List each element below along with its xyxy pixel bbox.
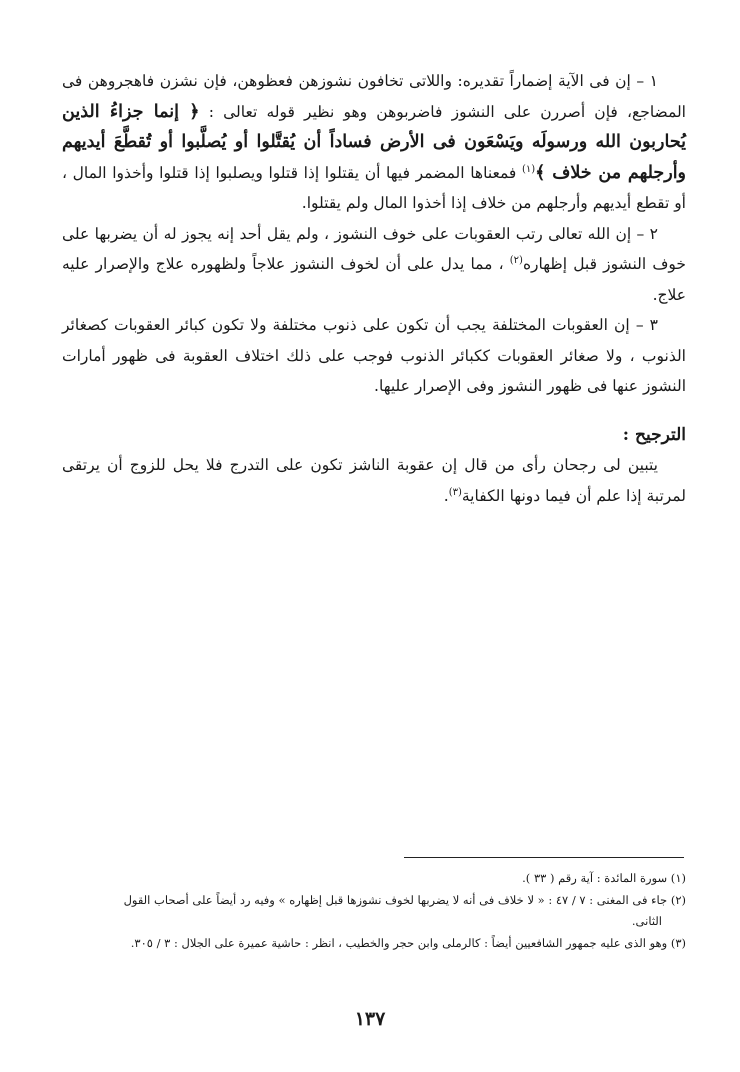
paragraph-4 xyxy=(62,450,686,511)
page-number: ١٣٧ xyxy=(354,1008,386,1030)
footnote-1: (١) سورة المائدة : آية رقم ( ٣٣ ). xyxy=(522,871,686,885)
section-heading: الترجيح : xyxy=(622,424,686,445)
paragraph-2-b: ، مما يدل على أن لخوف النشوز علاجاً ولظهوره علاج والإصرار عليه علاج. xyxy=(62,255,686,304)
footnote-ref-3: (٣) xyxy=(448,486,462,498)
footnote-3: (٣) وهو الذى عليه جمهور الشافعيين أيضاً : كالرملى وابن حجر والخطيب ، انظر : حاشية عميرة على الجلال : ٣ / ٣٠٥. xyxy=(130,935,686,950)
paragraph-1 xyxy=(62,66,686,219)
paragraph-4-text: يتبين لى رجحان رأى من قال إن عقوبة الناشز تكون على التدرج فلا يحل للزوج أن يرتقى لمرتبة إذا علم أن فيما دونها الكفاية xyxy=(62,456,686,505)
paragraph-2 xyxy=(62,219,686,311)
footnotes xyxy=(62,868,686,954)
footnote-2: (٢) جاء فى المغنى : ٧ / ٤٧ : « لا خلاف فى أنه لا يضربها لخوف نشوزها قبل إظهاره » وفيه رد أيضاً على أصحاب القول xyxy=(123,892,686,907)
footnote-ref-1: (١) xyxy=(521,163,536,175)
quran-verse: ﴿ إنما جزاءُ الذين يُحاربون الله ورسولَه ويَسْعَون فى الأرض فساداً أن يُقتَّلوا أو يُصلَّبوا أو تُقطَّعَ أيديهم وأرجلهم من خلاف ﴾ xyxy=(62,101,687,183)
paragraph-3: ٣ – إن العقوبات المختلفة يجب أن تكون على ذنوب مختلفة ولا تكون كبائر العقوبات كصغائر الذنوب ، ولا صغائر العقوبات ككبائر الذنوب فوجب على ذلك اختلاف العقوبة فى ظهور أمارات النشوز عنها فى ظهور النشوز وفى الإصرار عليها. xyxy=(62,316,686,395)
paragraph-4-end: . xyxy=(443,486,449,505)
footnote-2-continued: الثانى. xyxy=(631,914,662,928)
footnote-divider xyxy=(404,857,684,858)
main-text xyxy=(62,66,686,511)
footnote-ref-2: (٢) xyxy=(509,254,523,266)
paragraph-1-intro: ١ – إن فى الآية إضماراً تقديره: واللاتى تخافون نشوزهن فعظوهن، فإن نشزن فاهجروهن فى المضاجع، فإن أصررن على النشوز فاضربوهن وهو نظير قوله تعالى : xyxy=(62,72,686,121)
paragraph-1-rest: فمعناها المضمر فيها أن يقتلوا إذا قتلوا ويصلبوا إذا قتلوا وأخذوا المال ، أو تقطع أيديهم وأرجلهم من خلاف إذا أخذوا المال ولم يقتلوا. xyxy=(62,163,686,212)
paragraph-2-a: ٢ – إن الله تعالى رتب العقوبات على خوف النشوز ، ولم يقل أحد إنه يجوز له أن يضربها على خوف النشوز قبل إظهاره xyxy=(62,224,686,273)
